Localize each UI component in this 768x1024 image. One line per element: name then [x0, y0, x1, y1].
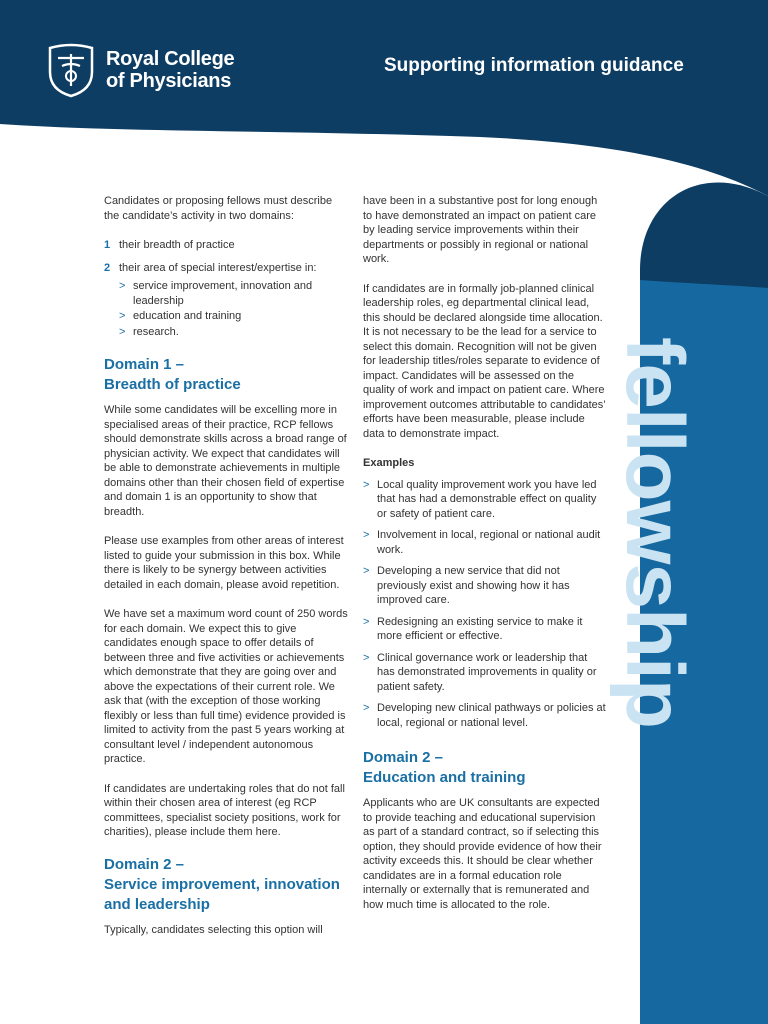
heading-line: Domain 1 –: [104, 356, 185, 373]
heading-line: Domain 2 –: [104, 855, 185, 873]
list-number: 2: [104, 261, 111, 274]
list-item-text: Developing new clinical pathways or policies at local, regional or national level.: [377, 702, 606, 729]
list-item-text: Clinical governance work or leadership that has demonstrated improvements in quality or patient safety.: [377, 651, 597, 693]
examples-list: [363, 478, 607, 731]
paragraph: Please use examples from other areas of interest listed to guide your submission in this box. While there is likely to be synergy between activities detailed in each domain, please avoid repetition.: [104, 535, 344, 591]
list-item: [363, 528, 607, 557]
paragraph: If candidates are in formally job-planned clinical leadership roles, eg departmental clinical lead, this should be declared alongside time allocation. It is not necessary to be the lead for a service to select this domain. Recognition will not be given for leadership titles/roles separate to evidence of impact. Candidates will be assessed on the quality of work and impact on patient care. Where improvement outcomes attributable to candidates’ efforts have been measurable, please include data to demonstrate impact.: [363, 282, 606, 440]
rcp-logo: [46, 42, 234, 98]
list-item: [119, 325, 350, 340]
list-item: [363, 651, 607, 695]
list-item-text: their area of special interest/expertise in:: [119, 261, 317, 274]
heading-line: Education and training: [363, 769, 526, 786]
interest-sublist: [104, 279, 350, 339]
list-item: [104, 238, 350, 253]
domain1-heading: [104, 355, 350, 395]
chevron-right-icon: >: [363, 702, 370, 714]
paragraph: While some candidates will be excelling more in specialised areas of their practice, RCP fellows should demonstrate skills across a broad range of physician activity. We expect that candidates will be able to demonstrate achievements in multiple domains other than their chosen field of expertise and domain 1 is an opportunity to show that breadth.: [104, 404, 347, 518]
heading-line: Service improvement, innovation and leadership: [104, 875, 340, 913]
rcp-crest-icon: [46, 42, 96, 98]
domain2-service-heading: [104, 855, 350, 915]
list-item-text: their breadth of practice: [119, 239, 235, 251]
paragraph: We have set a maximum word count of 250 words for each domain. We expect this to give candidates enough space to offer details of between three and five activities or achievements which demonstrate that they are going over and above the expectations of their current role. We ask that (with the exception of those working flexibly or less than full time) evidence provided is limited to activity from the past 5 years working at consultant level / independent autonomous practice.: [104, 608, 348, 765]
list-item-text: research.: [133, 325, 179, 338]
list-item-text: Redesigning an existing service to make it more efficient or effective.: [377, 615, 583, 642]
left-column: [104, 194, 350, 952]
heading-line: Domain 2 –: [363, 749, 444, 766]
list-item-text: Involvement in local, regional or national audit work.: [377, 529, 601, 556]
right-column: [363, 194, 607, 927]
org-name-line2: of Physicians: [106, 70, 232, 92]
chevron-right-icon: >: [363, 478, 370, 491]
intro-paragraph: Candidates or proposing fellows must describe the candidate’s activity in two domains:: [104, 195, 333, 222]
paragraph: If candidates are undertaking roles that do not fall within their chosen area of interest (eg RCP committees, specialist society positions, work for charities), please include them here.: [104, 782, 345, 838]
list-number: 1: [104, 239, 111, 251]
header-band: [0, 0, 768, 196]
domain-list: [104, 238, 350, 275]
chevron-right-icon: >: [363, 529, 370, 541]
list-item-text: education and training: [133, 310, 242, 322]
chevron-right-icon: >: [363, 651, 370, 664]
list-item: [119, 309, 350, 324]
paragraph: Applicants who are UK consultants are expected to provide teaching and educational supervision as part of a standard contract, so if selecting this option, they should provide evidence of how their activity exceeds this. It should be clear whether candidates are in a formal education role internally or externally that is remunerated and how much time is allocated to the role.: [363, 797, 602, 911]
list-item: [119, 279, 350, 308]
fellowship-vertical-text: fellowship: [609, 337, 700, 728]
page-title: Supporting information guidance: [384, 55, 684, 76]
domain2-education-heading: [363, 748, 607, 788]
heading-line: Breadth of practice: [104, 376, 241, 393]
chevron-right-icon: >: [363, 565, 370, 577]
list-item-text: Local quality improvement work you have led that has had a demonstrable effect on quality or safety of patient care.: [377, 478, 597, 520]
list-item: [363, 701, 607, 730]
chevron-right-icon: >: [119, 310, 126, 322]
paragraph: have been in a substantive post for long enough to have demonstrated an impact on patient care by leading service improvements within their departments or possibly in regional or national work.: [363, 195, 598, 265]
paragraph: Typically, candidates selecting this option will: [104, 923, 323, 936]
chevron-right-icon: >: [363, 615, 370, 628]
chevron-right-icon: >: [119, 280, 126, 292]
org-name-line1: Royal College: [106, 48, 235, 70]
examples-heading: Examples: [363, 457, 415, 469]
list-item-text: Developing a new service that did not previously exist and showing how it has improved care.: [377, 565, 570, 606]
chevron-right-icon: >: [119, 325, 126, 338]
list-item: [104, 261, 350, 276]
list-item: [363, 615, 607, 644]
list-item: [363, 478, 607, 522]
list-item: [363, 564, 607, 608]
list-item-text: service improvement, innovation and leadership: [133, 280, 313, 307]
